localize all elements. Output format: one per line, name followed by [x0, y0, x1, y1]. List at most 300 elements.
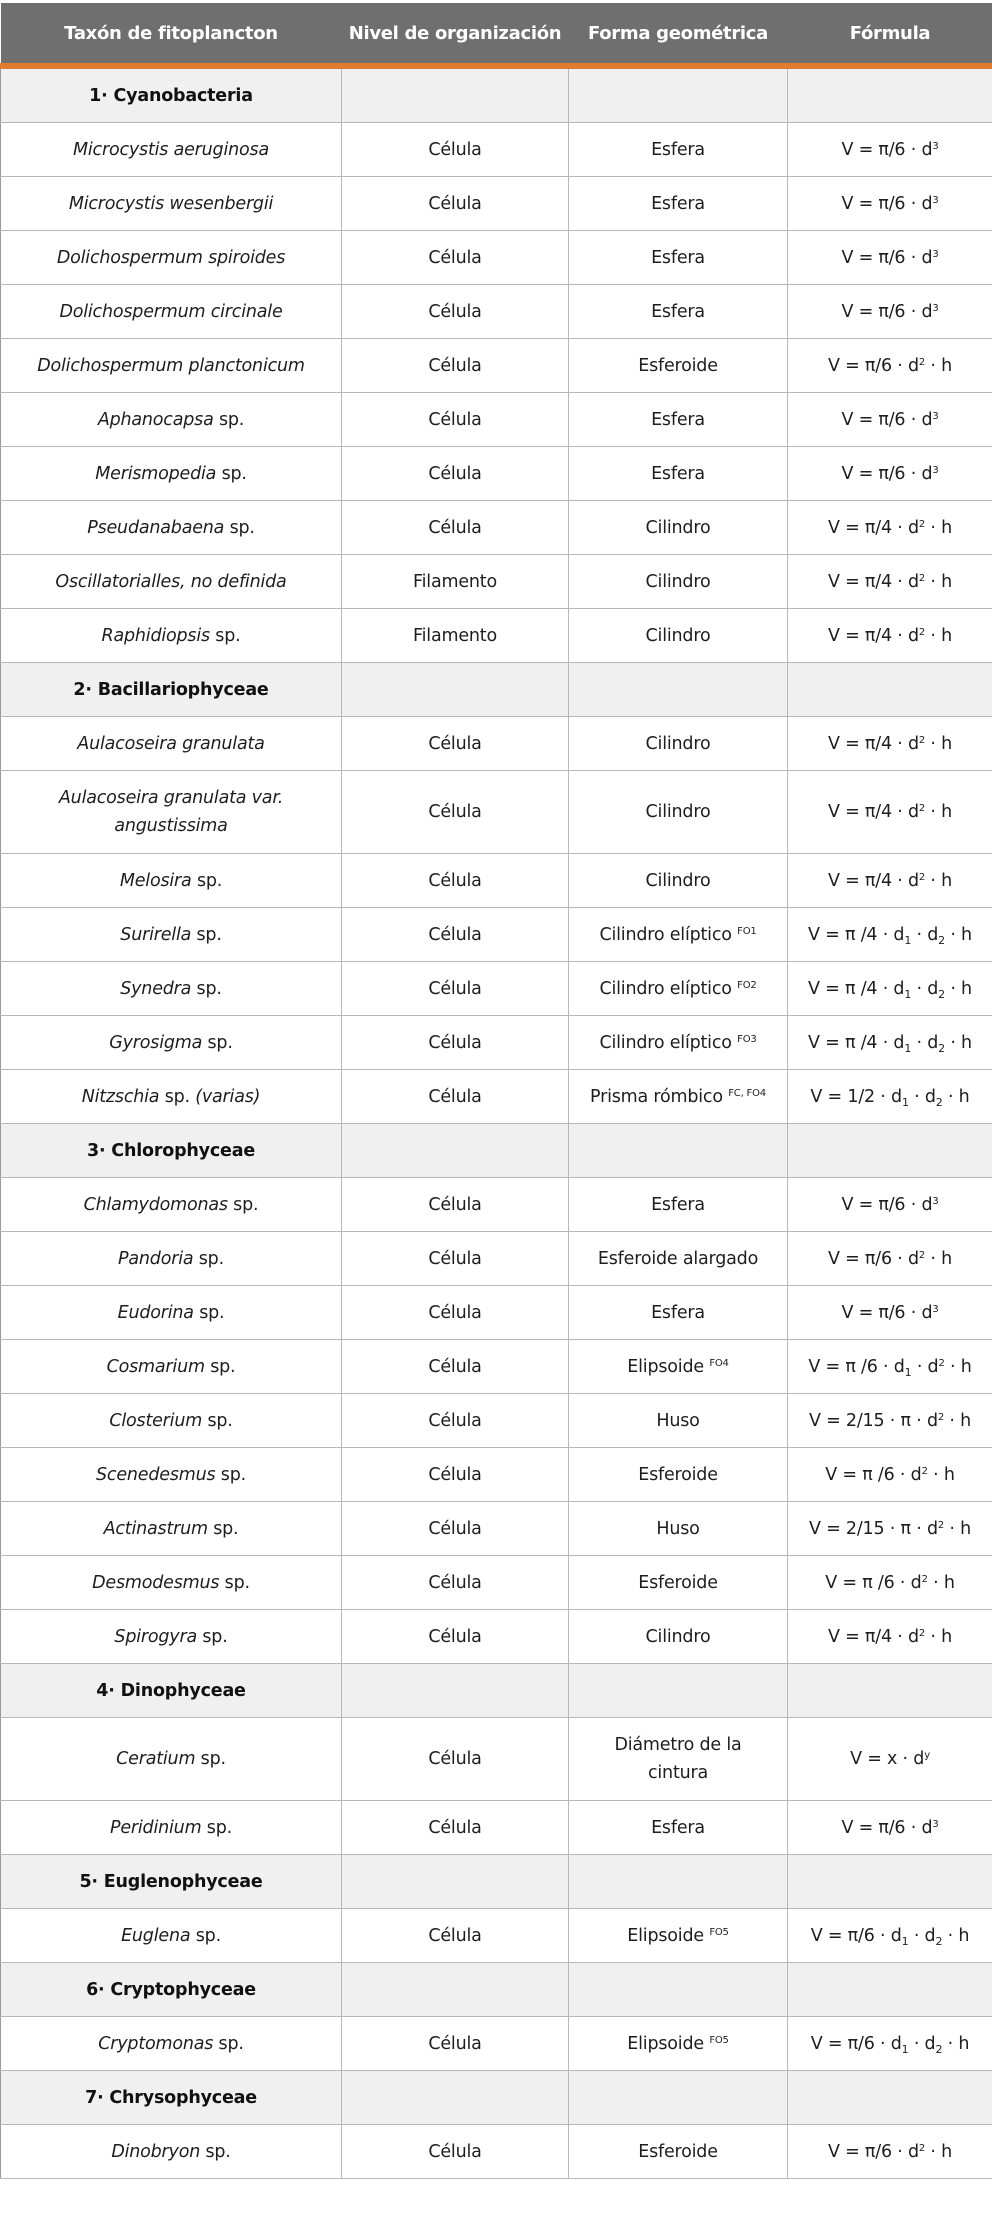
empty-cell	[569, 1963, 788, 2017]
formula-text: V = π/6 · d	[827, 355, 919, 376]
column-header-taxon: Taxón de fitoplancton	[1, 3, 342, 66]
formula-text: V = π/6 · d	[841, 463, 933, 484]
taxon-genus: Cosmarium	[106, 1356, 205, 1377]
geometric-shape	[569, 1178, 788, 1232]
shape-name: Esferoide	[638, 355, 718, 376]
formula-text: · h	[925, 625, 953, 646]
volume-formula	[788, 1718, 992, 1801]
formula-exponent: 2	[937, 1519, 945, 1531]
formula-subscript: 1	[901, 2042, 909, 2056]
formula-exponent: 3	[932, 194, 939, 206]
organization-level: Célula	[342, 1016, 569, 1070]
formula-text: V = π/4 · d	[827, 870, 919, 891]
taxon-qualifier: sp.	[224, 517, 255, 538]
formula-subscript: 1	[901, 1934, 909, 1948]
taxon-row	[1, 555, 992, 609]
group-row	[1, 1855, 992, 1909]
organization-level: Célula	[342, 1556, 569, 1610]
shape-footnote: FC, FO4	[728, 1087, 766, 1099]
organization-level: Célula	[342, 962, 569, 1016]
taxon-genus: Nitzschia	[81, 1086, 160, 1107]
formula-text: · d	[911, 1032, 939, 1053]
group-row	[1, 1664, 992, 1718]
group-name: 3· Chlorophyceae	[1, 1124, 342, 1178]
formula-exponent: 2	[918, 572, 926, 584]
group-name: 4· Dinophyceae	[1, 1664, 342, 1718]
organization-level: Célula	[342, 285, 569, 339]
geometric-shape	[569, 1909, 788, 1963]
volume-formula	[788, 2125, 992, 2179]
group-row	[1, 66, 992, 123]
taxon-row	[1, 1556, 992, 1610]
organization-level: Célula	[342, 1909, 569, 1963]
column-header-level: Nivel de organización	[342, 3, 569, 66]
geometric-shape	[569, 962, 788, 1016]
taxon-qualifier: sp.	[193, 1302, 225, 1323]
taxon-name	[1, 1448, 342, 1502]
shape-name: Esfera	[651, 1817, 705, 1838]
shape-name: Elipsoide	[627, 1925, 704, 1946]
volume-formula	[788, 1232, 992, 1286]
volume-formula	[788, 1556, 992, 1610]
formula-exponent: 3	[932, 1303, 939, 1315]
formula-exponent: 3	[932, 464, 939, 476]
group-name: 7· Chrysophyceae	[1, 2071, 342, 2125]
formula-text: V = π/6 · d	[841, 1194, 933, 1215]
taxon-name	[1, 1394, 342, 1448]
formula-text: V = π/6 · d	[841, 301, 933, 322]
volume-formula	[788, 231, 992, 285]
column-header-formula: Fórmula	[788, 3, 992, 66]
organization-level: Célula	[342, 1286, 569, 1340]
organization-level: Célula	[342, 1340, 569, 1394]
formula-text: · h	[925, 2141, 953, 2162]
empty-cell	[569, 1855, 788, 1909]
volume-formula	[788, 1340, 992, 1394]
taxon-row	[1, 1610, 992, 1664]
volume-formula	[788, 1016, 992, 1070]
formula-text: V = π/4 · d	[827, 517, 919, 538]
formula-text: V = π/6 · d	[841, 139, 933, 160]
formula-text: · h	[925, 355, 953, 376]
shape-name: Huso	[656, 1410, 700, 1431]
taxon-row	[1, 1178, 992, 1232]
shape-name: Esferoide	[638, 2141, 718, 2162]
formula-text: · h	[944, 978, 972, 999]
geometric-shape	[569, 177, 788, 231]
shape-name: Esfera	[651, 463, 705, 484]
column-header-shape: Forma geométrica	[569, 3, 788, 66]
taxon-name	[1, 1340, 342, 1394]
group-name: 2· Bacillariophyceae	[1, 663, 342, 717]
taxon-name	[1, 1016, 342, 1070]
geometric-shape	[569, 854, 788, 908]
taxon-name	[1, 771, 342, 854]
formula-text: · h	[925, 1248, 953, 1269]
geometric-shape	[569, 1556, 788, 1610]
formula-text: V = π /4 · d	[808, 978, 905, 999]
geometric-shape	[569, 609, 788, 663]
volume-formula	[788, 1801, 992, 1855]
taxon-name	[1, 1718, 342, 1801]
taxon-row	[1, 1394, 992, 1448]
organization-level: Célula	[342, 717, 569, 771]
taxon-row	[1, 1502, 992, 1556]
taxon-genus: Peridinium	[109, 1817, 202, 1838]
formula-text: · d	[911, 924, 939, 945]
empty-cell	[342, 1664, 569, 1718]
empty-cell	[569, 1124, 788, 1178]
formula-text: · h	[925, 870, 953, 891]
shape-name: Esfera	[651, 193, 705, 214]
taxon-name	[1, 501, 342, 555]
organization-level: Célula	[342, 2125, 569, 2179]
formula-text: V = π/6 · d	[841, 193, 933, 214]
formula-text: · d	[911, 1356, 939, 1377]
formula-exponent: 3	[932, 302, 939, 314]
taxon-genus: Desmodesmus	[92, 1572, 220, 1593]
taxon-name	[1, 555, 342, 609]
empty-cell	[342, 663, 569, 717]
taxon-qualifier: sp.	[213, 2033, 244, 2054]
taxon-name	[1, 908, 342, 962]
taxon-name	[1, 1610, 342, 1664]
taxon-qualifier: sp.	[191, 870, 223, 891]
volume-formula	[788, 1286, 992, 1340]
volume-formula	[788, 962, 992, 1016]
group-name: 1· Cyanobacteria	[1, 66, 342, 123]
empty-cell	[342, 1855, 569, 1909]
formula-exponent: 3	[932, 140, 939, 152]
organization-level: Célula	[342, 501, 569, 555]
geometric-shape	[569, 908, 788, 962]
formula-text: V = π/6 · d	[841, 1817, 933, 1838]
shape-name: Esferoide alargado	[597, 1248, 759, 1269]
geometric-shape	[569, 1502, 788, 1556]
formula-subscript: 2	[938, 1041, 945, 1055]
taxon-row	[1, 2017, 992, 2071]
geometric-shape	[569, 339, 788, 393]
formula-text: V = π/6 · d	[827, 2141, 919, 2162]
taxon-name	[1, 1070, 342, 1124]
taxon-genus: Oscillatorialles, no definida	[55, 571, 287, 592]
taxon-genus: Pseudanabaena	[87, 517, 225, 538]
geometric-shape	[569, 2017, 788, 2071]
taxon-genus: Merismopedia	[95, 463, 217, 484]
geometric-shape	[569, 555, 788, 609]
taxon-genus: Dolichospermum circinale	[59, 301, 283, 322]
formula-text: · h	[942, 2033, 970, 2054]
taxon-genus: Dolichospermum planctonicum	[37, 355, 305, 376]
taxon-name	[1, 285, 342, 339]
organization-level: Célula	[342, 771, 569, 854]
taxon-row	[1, 231, 992, 285]
empty-cell	[569, 66, 788, 123]
formula-text: V = π/6 · d	[841, 247, 933, 268]
group-row	[1, 2071, 992, 2125]
geometric-shape	[569, 1610, 788, 1664]
organization-level: Filamento	[342, 609, 569, 663]
taxon-genus: Melosira	[119, 870, 192, 891]
taxon-genus: Pandoria	[118, 1248, 194, 1269]
taxon-genus: Actinastrum	[103, 1518, 208, 1539]
taxon-name	[1, 2017, 342, 2071]
formula-text: V = π /6 · d	[825, 1572, 922, 1593]
formula-text: · h	[925, 1626, 953, 1647]
taxon-qualifier: sp.	[190, 1925, 221, 1946]
taxon-qualifier: sp.	[195, 1749, 226, 1769]
taxon-row	[1, 1340, 992, 1394]
volume-formula	[788, 1070, 992, 1124]
empty-cell	[342, 1963, 569, 2017]
geometric-shape	[569, 1801, 788, 1855]
organization-level: Célula	[342, 231, 569, 285]
shape-footnote: FO5	[709, 1926, 729, 1938]
formula-text: V = π/4 · d	[827, 571, 919, 592]
formula-subscript: 2	[935, 1934, 943, 1948]
formula-subscript: 2	[935, 2042, 943, 2056]
formula-text: V = π/4 · d	[827, 625, 919, 646]
formula-exponent: 2	[918, 734, 926, 746]
formula-exponent: 3	[932, 248, 939, 260]
empty-cell	[788, 66, 992, 123]
taxon-name	[1, 717, 342, 771]
shape-name: Cilindro	[645, 517, 711, 538]
shape-name: Huso	[656, 1518, 700, 1539]
formula-subscript: 1	[904, 1041, 912, 1055]
formula-subscript: 1	[901, 1095, 909, 1109]
shape-name: Elipsoide	[627, 2033, 704, 2054]
empty-cell	[342, 66, 569, 123]
geometric-shape	[569, 447, 788, 501]
organization-level: Célula	[342, 1448, 569, 1502]
taxon-qualifier: sp.	[204, 1356, 236, 1377]
volume-formula	[788, 177, 992, 231]
organization-level: Célula	[342, 1610, 569, 1664]
geometric-shape	[569, 1718, 788, 1801]
taxon-row	[1, 1801, 992, 1855]
formula-text: V = π/6 · d	[810, 1925, 902, 1946]
formula-text: · h	[942, 1086, 970, 1107]
shape-name: Cilindro elíptico	[599, 924, 732, 945]
shape-name: Cilindro	[645, 733, 711, 754]
geometric-shape	[569, 1340, 788, 1394]
taxon-genus: Cryptomonas	[98, 2033, 214, 2054]
group-row	[1, 1124, 992, 1178]
geometric-shape	[569, 1286, 788, 1340]
formula-exponent: 3	[932, 1818, 939, 1830]
taxon-genus: Aphanocapsa	[97, 409, 214, 430]
taxon-name	[1, 1909, 342, 1963]
taxon-name	[1, 1178, 342, 1232]
empty-cell	[788, 2071, 992, 2125]
taxon-genus: Microcystis wesenbergii	[68, 193, 274, 214]
volume-formula	[788, 285, 992, 339]
taxon-row	[1, 1448, 992, 1502]
group-name: 5· Euglenophyceae	[1, 1855, 342, 1909]
geometric-shape	[569, 717, 788, 771]
formula-subscript: 1	[904, 933, 912, 947]
organization-level: Célula	[342, 1801, 569, 1855]
shape-name: Cilindro elíptico	[599, 1032, 732, 1053]
empty-cell	[788, 1124, 992, 1178]
formula-text: V = 2/15 · π · d	[808, 1410, 938, 1431]
taxon-genus: Ceratium	[116, 1749, 196, 1769]
volume-formula	[788, 1394, 992, 1448]
volume-formula	[788, 771, 992, 854]
organization-level: Célula	[342, 393, 569, 447]
formula-text: V = π/6 · d	[841, 409, 933, 430]
formula-text: V = π /6 · d	[825, 1464, 922, 1485]
phytoplankton-formula-table	[0, 3, 992, 2179]
formula-subscript: 2	[938, 933, 945, 947]
organization-level: Célula	[342, 1502, 569, 1556]
shape-name: Esferoide	[638, 1572, 718, 1593]
taxon-row	[1, 2125, 992, 2179]
taxon-qualifier: sp.	[193, 1248, 224, 1269]
taxon-genus: Surirella	[120, 924, 192, 945]
organization-level: Célula	[342, 908, 569, 962]
organization-level: Célula	[342, 854, 569, 908]
taxon-row	[1, 393, 992, 447]
taxon-name	[1, 1556, 342, 1610]
shape-name: Cilindro	[645, 571, 711, 592]
organization-level: Célula	[342, 2017, 569, 2071]
volume-formula	[788, 123, 992, 177]
taxon-name	[1, 609, 342, 663]
taxon-name	[1, 447, 342, 501]
taxon-genus: Dolichospermum spiroides	[56, 247, 286, 268]
shape-name: Prisma rómbico	[590, 1086, 723, 1107]
formula-text: V = 1/2 · d	[810, 1086, 902, 1107]
shape-name: Elipsoide	[627, 1356, 704, 1377]
taxon-genus: Scenedesmus	[96, 1464, 216, 1485]
organization-level: Célula	[342, 1178, 569, 1232]
formula-text: V = π/6 · d	[841, 1302, 933, 1323]
volume-formula	[788, 1178, 992, 1232]
organization-level: Célula	[342, 123, 569, 177]
empty-cell	[342, 2071, 569, 2125]
formula-text: V = π /6 · d	[808, 1356, 905, 1377]
taxon-row	[1, 771, 992, 854]
taxon-row	[1, 609, 992, 663]
taxon-name	[1, 1502, 342, 1556]
taxon-qualifier: sp.	[219, 1572, 250, 1593]
shape-name: Esfera	[651, 139, 705, 160]
formula-text: · d	[908, 2033, 936, 2054]
shape-name: Esfera	[651, 1302, 705, 1323]
formula-text: · h	[942, 1925, 970, 1946]
taxon-row	[1, 717, 992, 771]
formula-text: · h	[944, 1410, 972, 1431]
volume-formula	[788, 1610, 992, 1664]
geometric-shape	[569, 771, 788, 854]
volume-formula	[788, 609, 992, 663]
taxon-qualifier: sp.	[207, 1518, 239, 1539]
geometric-shape	[569, 1070, 788, 1124]
geometric-shape	[569, 1232, 788, 1286]
taxon-genus: Closterium	[109, 1410, 203, 1431]
organization-level: Célula	[342, 1394, 569, 1448]
formula-exponent: 2	[918, 626, 926, 638]
taxon-row	[1, 1909, 992, 1963]
geometric-shape	[569, 393, 788, 447]
formula-exponent: 2	[918, 1627, 926, 1639]
formula-text: · h	[944, 924, 972, 945]
group-row	[1, 1963, 992, 2017]
formula-text: · h	[925, 802, 953, 822]
formula-text: V = π/4 · d	[827, 802, 919, 822]
taxon-genus: Spirogyra	[114, 1626, 197, 1647]
empty-cell	[569, 1664, 788, 1718]
taxon-name	[1, 339, 342, 393]
taxon-row	[1, 854, 992, 908]
taxon-row	[1, 123, 992, 177]
taxon-row	[1, 1718, 992, 1801]
shape-footnote: FO3	[737, 1033, 757, 1045]
taxon-qualifier: sp.	[202, 1032, 233, 1053]
shape-name: Esfera	[651, 1194, 705, 1215]
table-body	[1, 66, 992, 2179]
geometric-shape	[569, 1394, 788, 1448]
shape-footnote: FO1	[737, 925, 757, 937]
taxon-name	[1, 1286, 342, 1340]
taxon-name	[1, 2125, 342, 2179]
taxon-genus: Euglena	[121, 1925, 191, 1946]
taxon-name	[1, 231, 342, 285]
formula-text: V = π/4 · d	[827, 733, 919, 754]
volume-formula	[788, 717, 992, 771]
formula-text: · h	[925, 571, 953, 592]
geometric-shape	[569, 123, 788, 177]
formula-subscript: 2	[935, 1095, 943, 1109]
formula-text: V = π/4 · d	[827, 1626, 919, 1647]
formula-subscript: 2	[938, 987, 945, 1001]
taxon-genus: Synedra	[120, 978, 192, 999]
formula-exponent: 2	[937, 1411, 945, 1423]
formula-text: · d	[908, 1925, 936, 1946]
volume-formula	[788, 339, 992, 393]
geometric-shape	[569, 1016, 788, 1070]
organization-level: Célula	[342, 1070, 569, 1124]
table-header	[1, 3, 992, 66]
formula-text: · h	[944, 1356, 972, 1377]
taxon-qualifier: sp.	[209, 625, 241, 646]
geometric-shape	[569, 1448, 788, 1502]
formula-subscript: 1	[904, 987, 912, 1001]
taxon-row	[1, 177, 992, 231]
formula-text: · h	[925, 733, 953, 754]
shape-footnote: FO2	[737, 979, 757, 991]
formula-exponent: 2	[921, 1465, 928, 1477]
taxon-row	[1, 1070, 992, 1124]
taxon-row	[1, 339, 992, 393]
empty-cell	[569, 663, 788, 717]
formula-text: V = π /4 · d	[808, 1032, 905, 1053]
volume-formula	[788, 501, 992, 555]
volume-formula	[788, 1909, 992, 1963]
taxon-row	[1, 908, 992, 962]
organization-level: Célula	[342, 1232, 569, 1286]
shape-name: Cilindro	[645, 870, 711, 891]
formula-text: · h	[944, 1518, 972, 1539]
shape-name: Esfera	[651, 409, 705, 430]
shape-name: Esfera	[651, 301, 705, 322]
organization-level: Célula	[342, 339, 569, 393]
taxon-row	[1, 501, 992, 555]
shape-name: Esfera	[651, 247, 705, 268]
shape-name: Cilindro	[645, 802, 711, 822]
